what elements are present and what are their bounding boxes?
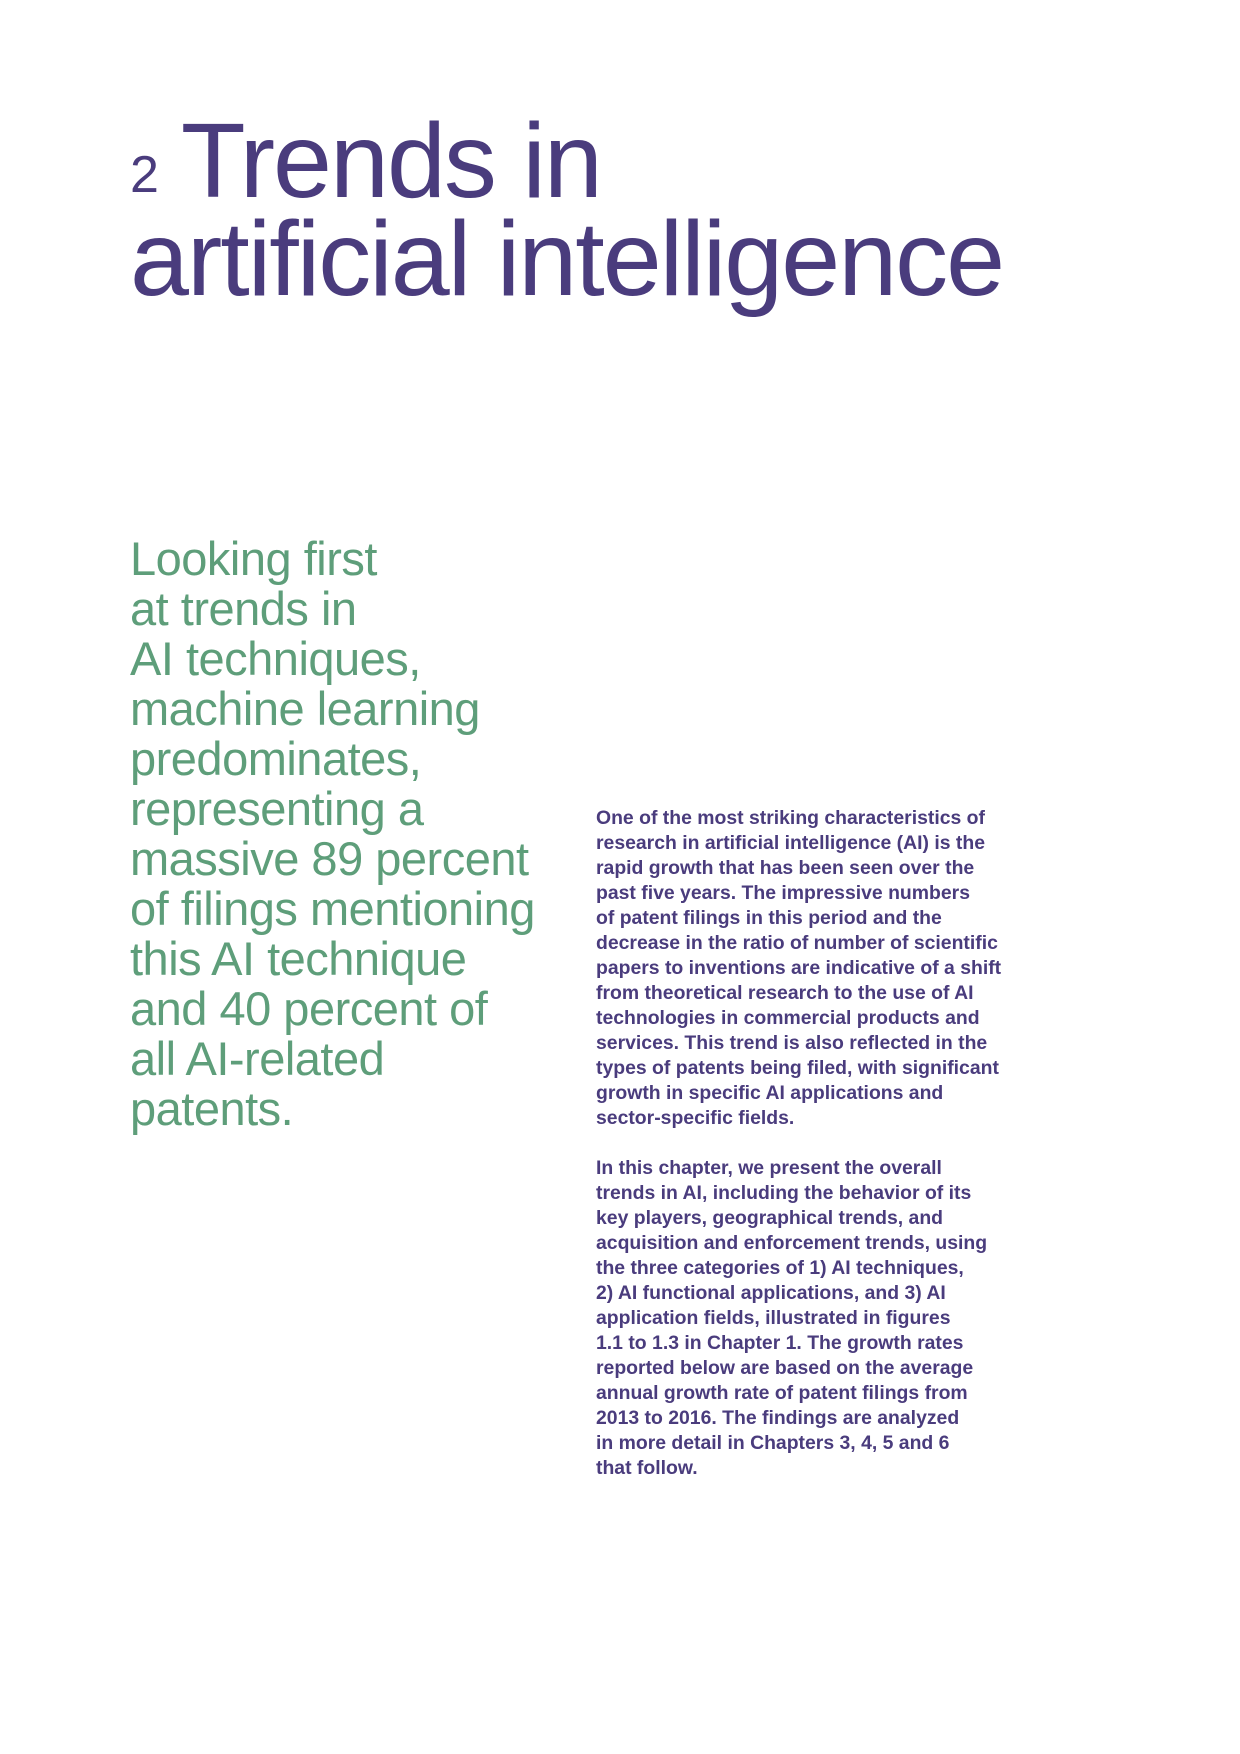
chapter-heading-line-1 bbox=[130, 102, 1130, 220]
chapter-number: 2 bbox=[130, 146, 159, 204]
body-line: in more detail in Chapters 3, 4, 5 and 6 bbox=[596, 1432, 950, 1454]
pull-quote-line: massive 89 percent bbox=[130, 832, 529, 885]
body-line: One of the most striking characteristics of bbox=[596, 807, 985, 829]
body-line: trends in AI, including the behavior of its bbox=[596, 1182, 972, 1204]
body-paragraph-2 bbox=[596, 1156, 1066, 1481]
pull-quote-line: machine learning bbox=[130, 682, 480, 735]
body-line: from theoretical research to the use of AI bbox=[596, 982, 974, 1004]
pull-quote-line: of filings mentioning bbox=[130, 882, 535, 935]
body-line: of patent filings in this period and the bbox=[596, 907, 942, 929]
pull-quote-line: all AI-related bbox=[130, 1032, 385, 1085]
pull-quote-line: representing a bbox=[130, 782, 424, 835]
pull-quote bbox=[130, 534, 600, 1134]
chapter-title-line-1: Trends in bbox=[180, 102, 601, 220]
body-line: research in artificial intelligence (AI) is the bbox=[596, 832, 986, 854]
body-line: the three categories of 1) AI techniques, bbox=[596, 1257, 964, 1279]
body-line: technologies in commercial products and bbox=[596, 1007, 980, 1029]
body-line: key players, geographical trends, and bbox=[596, 1207, 944, 1229]
pull-quote-line: AI techniques, bbox=[130, 632, 421, 685]
body-line: growth in specific AI applications and bbox=[596, 1082, 944, 1104]
body-line: acquisition and enforcement trends, using bbox=[596, 1232, 988, 1254]
pull-quote-line: patents. bbox=[130, 1082, 294, 1135]
pull-quote-line: predominates, bbox=[130, 732, 422, 785]
body-line: 2) AI functional applications, and 3) AI bbox=[596, 1282, 946, 1304]
body-line: annual growth rate of patent filings from bbox=[596, 1382, 968, 1404]
body-text bbox=[596, 806, 1066, 1506]
body-line: past five years. The impressive numbers bbox=[596, 882, 970, 904]
chapter-heading bbox=[130, 102, 1130, 318]
chapter-title-line-2: artificial intelligence bbox=[130, 200, 1004, 318]
body-line: rapid growth that has been seen over the bbox=[596, 857, 975, 879]
body-paragraph-1 bbox=[596, 806, 1066, 1131]
body-line: types of patents being filed, with significant bbox=[596, 1057, 999, 1079]
body-line: application fields, illustrated in figures bbox=[596, 1307, 951, 1329]
pull-quote-line: Looking first bbox=[130, 532, 377, 585]
body-line: sector-specific fields. bbox=[596, 1107, 795, 1129]
body-line: decrease in the ratio of number of scientific bbox=[596, 932, 998, 954]
body-line: that follow. bbox=[596, 1457, 698, 1479]
pull-quote-line: and 40 percent of bbox=[130, 982, 488, 1035]
body-line: reported below are based on the average bbox=[596, 1357, 974, 1379]
pull-quote-line: at trends in bbox=[130, 582, 357, 635]
body-line: papers to inventions are indicative of a shift bbox=[596, 957, 1002, 979]
body-line: 2013 to 2016. The findings are analyzed bbox=[596, 1407, 960, 1429]
pull-quote-line: this AI technique bbox=[130, 932, 467, 985]
body-line: services. This trend is also reflected in the bbox=[596, 1032, 988, 1054]
body-line: In this chapter, we present the overall bbox=[596, 1157, 942, 1179]
body-line: 1.1 to 1.3 in Chapter 1. The growth rates bbox=[596, 1332, 964, 1354]
